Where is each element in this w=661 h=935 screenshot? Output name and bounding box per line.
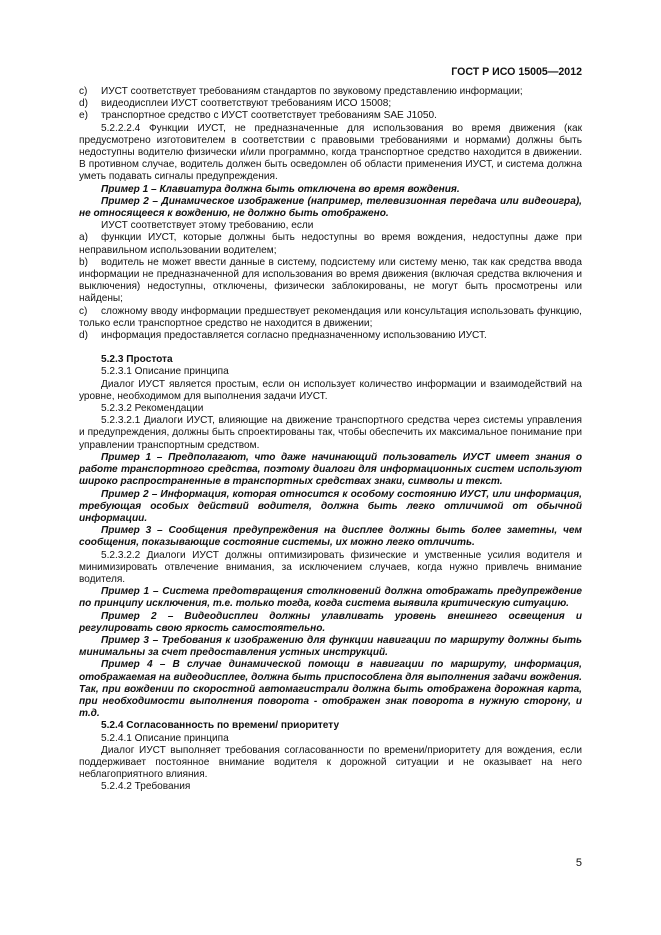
example-paragraph: Пример 1 – Система предотвращения столкновений должна отображать предупреждение по принципу исключения, т.е. только тогда, когда система выявила критическую ситуацию.	[79, 586, 582, 610]
example-paragraph: Пример 2 – Информация, которая относится к особому состоянию ИУСТ, или информация, требующая особых действий водителя, должна быть легко отличимой от обычной информации.	[79, 488, 582, 524]
subsection-title: 5.2.4.1 Описание принципа	[101, 732, 229, 744]
example-paragraph: Пример 4 – В случае динамической помощи в навигации по маршруту, информация, отображаемая на видеодисплее, должна быть приспособлена для выполнения задачи вождения. Так, при вождении по скоростной автомагистрали должна быть отображена дорожная карта, при необходимости выполнения поворота - отображен знак поворота в нужную сторону, и т.д.	[79, 659, 582, 720]
standard-header: ГОСТ Р ИСО 15005—2012	[451, 66, 582, 78]
paragraph: 5.2.3.2.2 Диалоги ИУСТ должны оптимизировать физические и умственные усилия водителя и минимизировать отвлечение внимания, за исключением случаев, когда нужно привлечь внимание водителя.	[79, 549, 582, 585]
list-item: b) водитель не может ввести данные в систему, подсистему или систему меню, так как средства ввода информации не предназначенной для использования во время движения (включая средства включения и выключения) недоступны, отключены, физически заблокированы, не могут быть просмотрены или найдены;	[79, 256, 582, 305]
subsection-title: 5.2.3.1 Описание принципа	[101, 366, 229, 378]
list-item: d) информация предоставляется согласно предназначенному использованию ИУСТ.	[79, 330, 487, 342]
paragraph: Диалог ИУСТ выполняет требования согласованности по времени/приоритету для вождения, если поддерживает постоянное внимание водителя к дорожной ситуации и не оказывает на него неблагоприятного влияния.	[79, 744, 582, 781]
paragraph: 5.2.3.2.1 Диалоги ИУСТ, влияющие на движение транспортного средства через системы управления и предупреждения, должны быть спроектированы так, чтобы обеспечить их максимальное понимание при управлении транспортным средством.	[79, 415, 582, 451]
example-paragraph: Пример 2 – Видеодисплеи должны улавливать уровень внешнего освещения и регулировать свою яркость самостоятельно.	[79, 610, 582, 634]
example-paragraph: Пример 2 – Динамическое изображение (например, телевизионная передача или видеоигра), не относящееся к вождению, не должно быть отображено.	[79, 195, 582, 220]
example-paragraph: Пример 3 – Сообщения предупреждения на дисплее должны быть более заметны, чем сообщения, показывающие состояние системы, их можно легко отличить.	[79, 525, 582, 549]
page-number: 5	[575, 857, 582, 869]
list-item: d) видеодисплеи ИУСТ соответствуют требованиям ИСО 15008;	[79, 98, 392, 110]
example-paragraph: Пример 1 – Предполагают, что даже начинающий пользователь ИУСТ имеет знания о работе транспортного средства, поэтому диалоги для информационных систем используют широко распространенные в транспортных средствах знаки, символы и текст.	[79, 451, 582, 488]
list-item: e) транспортное средство с ИУСТ соответствует требованиям SAE J1050.	[79, 110, 437, 122]
page-content	[79, 86, 582, 794]
list-item: a) функции ИУСТ, которые должны быть недоступны во время вождения, недоступны даже при неправильном использовании водителем;	[79, 232, 582, 256]
paragraph-5-2-2-2-4: 5.2.2.2.4 Функции ИУСТ, не предназначенные для использования во время движения (как предусмотрено изготовителем в соответствии с правовыми требованиями и нормами) должны быть недоступны водителю физически и/или программно, когда транспортное средство находится в движении. В противном случае, водитель должен быть осведомлен об области применения ИУСТ, и система должна уметь подавать сигналы предупреждения.	[79, 122, 582, 183]
paragraph: Диалог ИУСТ является простым, если он использует количество информации и взаимодействий на уровне, необходимом для выполнения задачи ИУСТ.	[79, 378, 582, 402]
section-heading-5-2-4: 5.2.4 Согласованность по времени/ приоритету	[101, 720, 340, 732]
list-item: c) сложному вводу информации предшествует рекомендация или консультация использовать функцию, только если транспортное средство не находится в движении;	[79, 305, 582, 329]
section-heading-5-2-3: 5.2.3 Простота	[101, 354, 173, 366]
list-item: c) ИУСТ соответствует требованиям стандартов по звуковому представлению информации;	[79, 86, 523, 97]
subsection-title: 5.2.4.2 Требования	[101, 781, 191, 793]
subsection-title: 5.2.3.2 Рекомендации	[101, 403, 204, 415]
example-paragraph: Пример 1 – Клавиатура должна быть отключена во время вождения.	[101, 183, 460, 195]
paragraph: ИУСТ соответствует этому требованию, если	[101, 220, 314, 232]
example-paragraph: Пример 3 – Требования к изображению для функции навигации по маршруту должны быть минимальны за счет предоставления устных инструкций.	[79, 634, 582, 659]
